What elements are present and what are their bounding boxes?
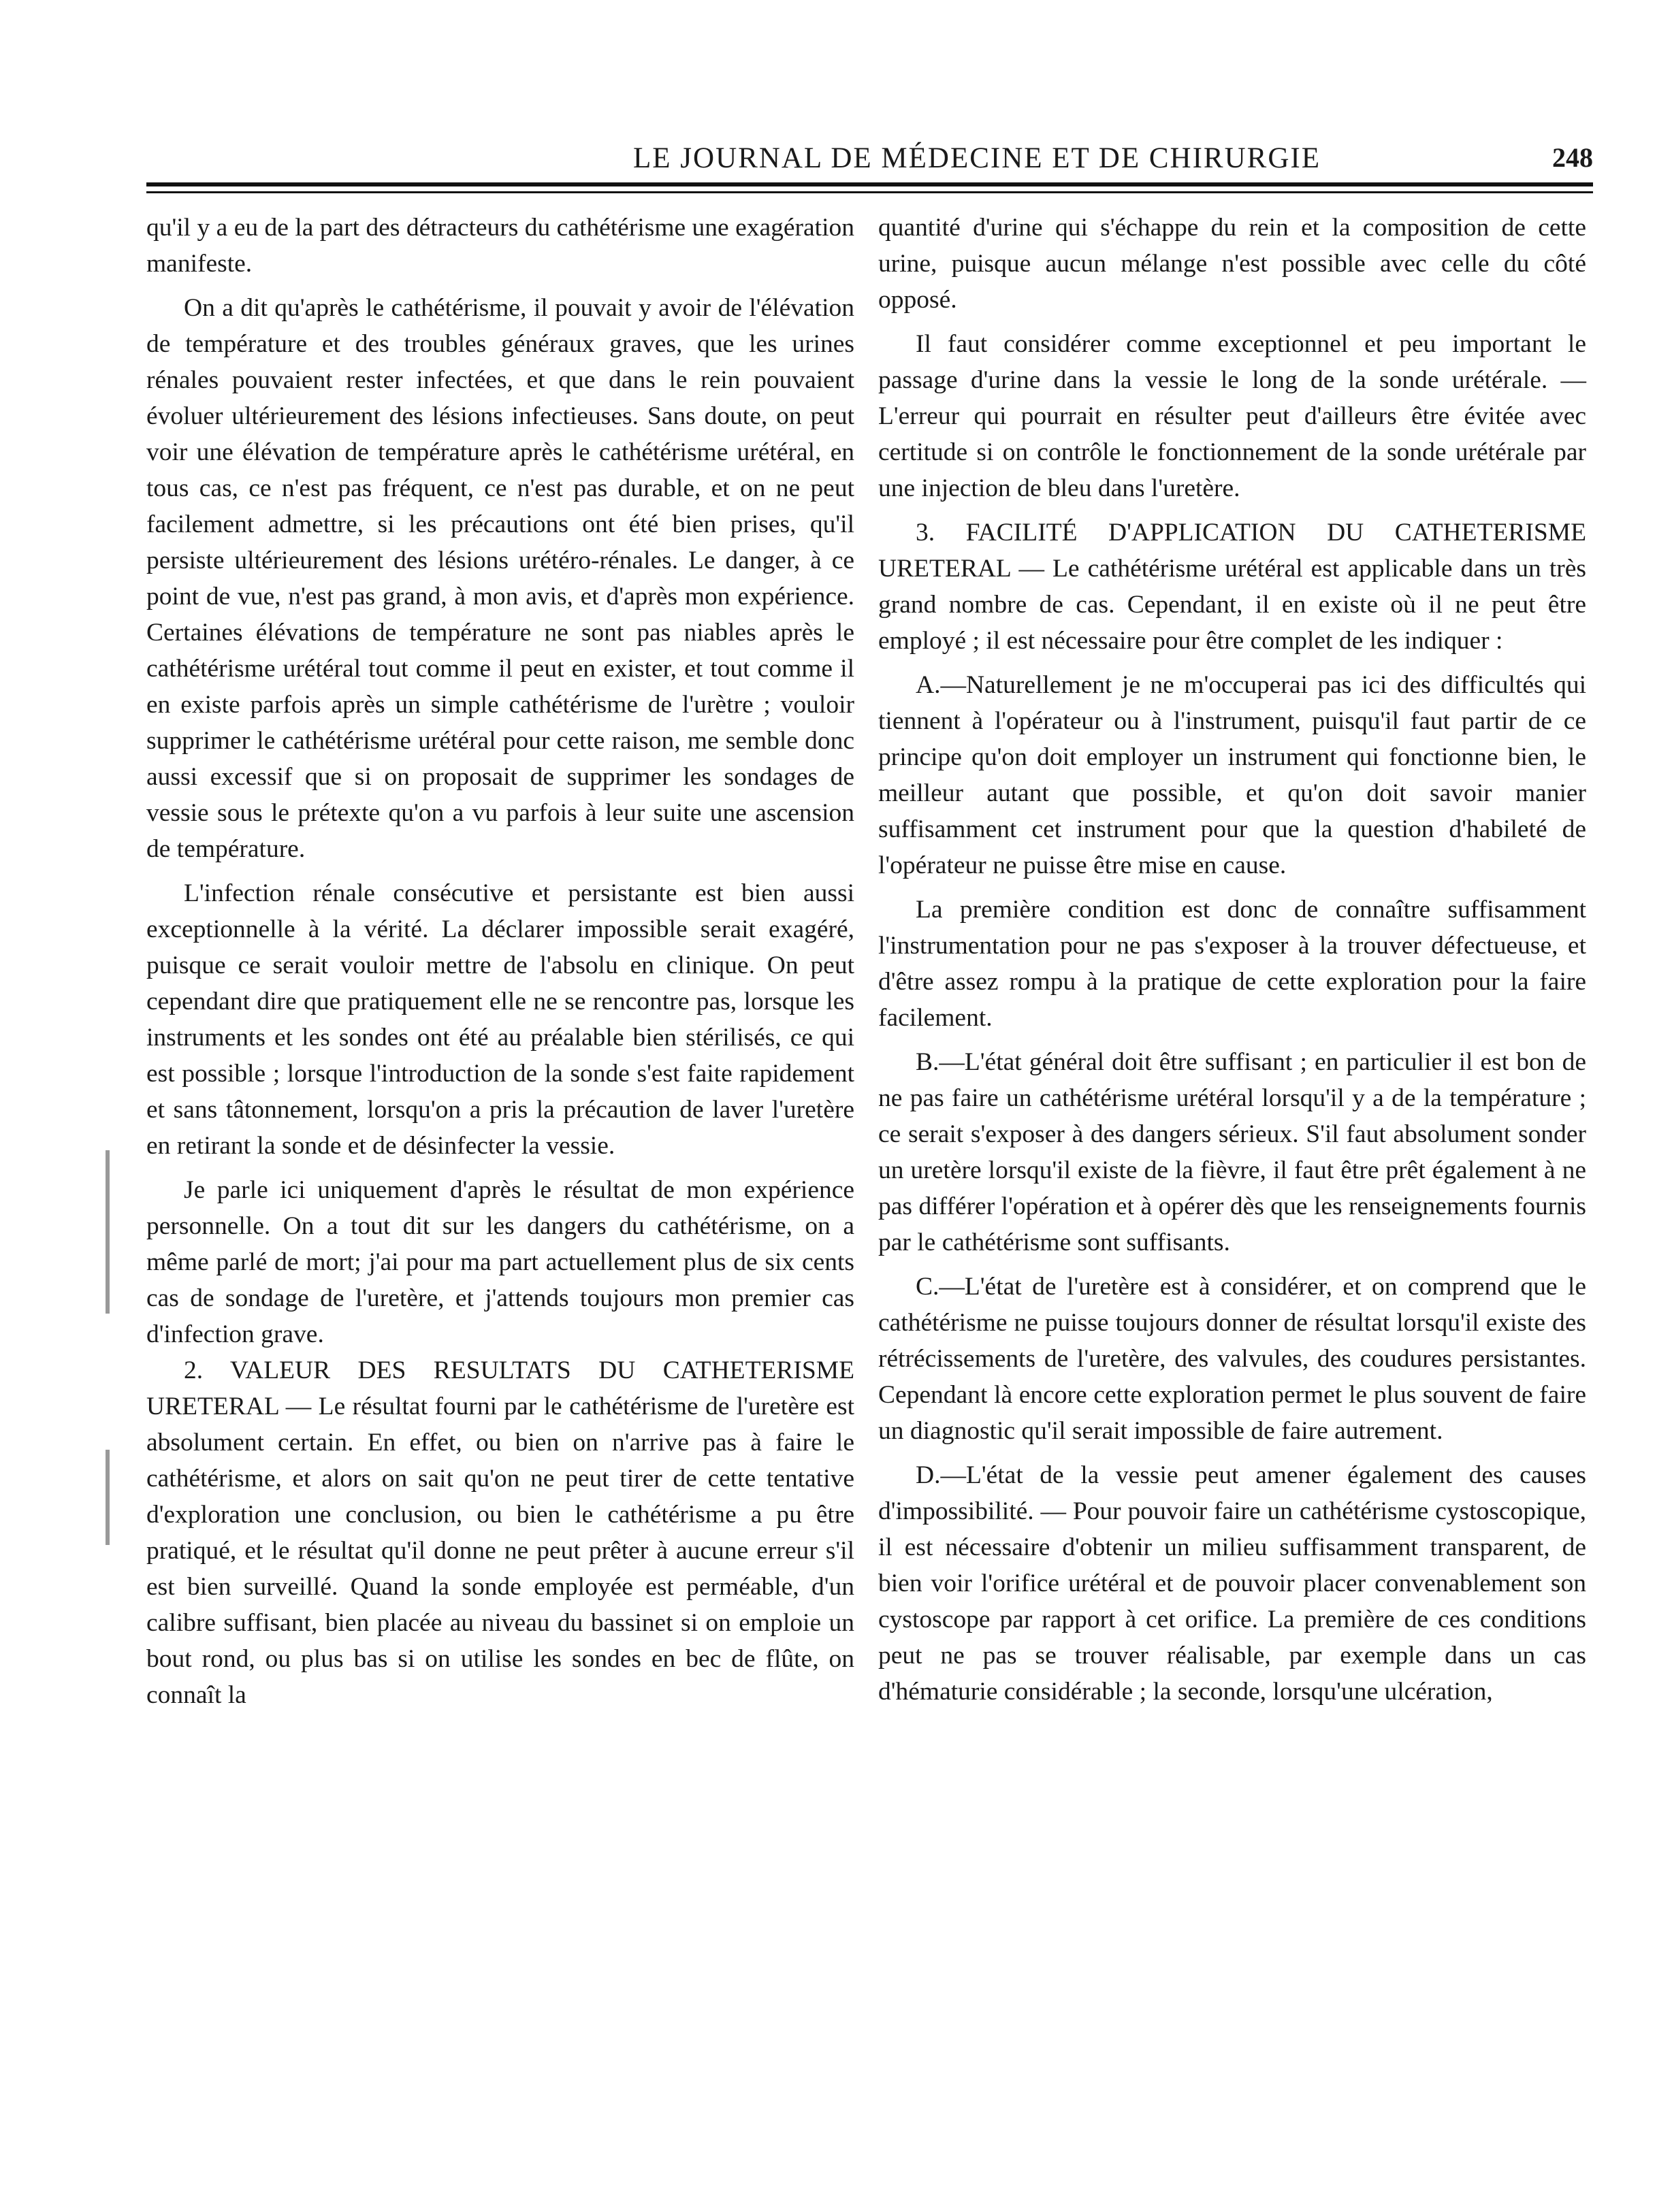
section-paragraph: 2. VALEUR DES RESULTATS DU CATHETERISME URETERAL — Le résultat fourni par le cathétérisme de l'uretère est absolument certain. En effet, ou bien on n'arrive pas à faire le cathétérisme, et alors on sait qu'on ne peut tirer de cette tentative d'exploration une conclusion, ou bien le cathétérisme a pu être pratiqué, et le résultat qu'il donne ne peut prêter à aucune erreur s'il est bien surveillé. Quand la sonde employée est perméable, d'un calibre suffisant, bien placée au niveau du bassinet si on emploie un bout rond, ou plus bas si on utilise les sondes en bec de flûte, on connaît la (146, 1356, 854, 1709)
left-column (146, 210, 854, 1713)
page-number: 248 (1552, 142, 1593, 173)
header-rule-thin (146, 191, 1593, 193)
right-column (878, 210, 1586, 1710)
paragraph: Je parle ici uniquement d'après le résultat de mon expérience personnelle. On a tout dit sur les dangers du cathétérisme, on a même parlé de mort; j'ai pour ma part actuellement plus de six cents cas de sondage de l'uretère, et j'attends toujours mon premier cas d'infection grave. (146, 1176, 854, 1348)
paragraph: A.—Naturellement je ne m'occuperai pas ici des difficultés qui tiennent à l'opérateur ou à l'instrument, puisqu'il faut partir de ce principe qu'on doit employer un instrument qui fonctionne bien, le meilleur autant que possible, et qu'on doit savoir manier suffisamment cet instrument pour que la question d'habileté de l'opérateur ne puisse être mise en cause. (878, 671, 1586, 879)
journal-title: LE JOURNAL DE MÉDECINE ET DE CHIRURGIE (633, 142, 1321, 174)
paragraph: quantité d'urine qui s'échappe du rein et la composition de cette urine, puisque aucun mélange n'est possible avec celle du côté opposé. (878, 214, 1586, 314)
running-header (146, 142, 1593, 176)
paragraph: La première condition est donc de connaître suffisamment l'instrumentation pour ne pas s'exposer à la trouver défectueuse, et d'être assez rompu à la pratique de cette exploration pour la faire facilement. (878, 896, 1586, 1032)
paragraph: qu'il y a eu de la part des détracteurs du cathétérisme une exagération manifeste. (146, 214, 854, 278)
paragraph: D.—L'état de la vessie peut amener également des causes d'impossibilité. — Pour pouvoir faire un cathétérisme cystoscopique, il est nécessaire d'obtenir un milieu suffisamment transparent, de bien voir l'orifice urétéral et de pouvoir placer convenablement son cystoscope par rapport à cet orifice. La première de ces conditions peut ne pas se trouver réalisable, par exemple dans un cas d'hématurie considérable ; la seconde, lorsqu'une ulcération, (878, 1461, 1586, 1706)
scan-edge-mark (106, 1150, 110, 1314)
header-rule-thick (146, 182, 1593, 186)
paragraph: C.—L'état de l'uretère est à considérer, et on comprend que le cathétérisme ne puisse toujours donner de résultat lorsqu'il existe des rétrécissements de l'uretère, des valvules, des coudures persistantes. Cependant là encore cette exploration permet le plus souvent de faire un diagnostic qu'il serait impossible de faire autrement. (878, 1273, 1586, 1445)
paragraph: On a dit qu'après le cathétérisme, il pouvait y avoir de l'élévation de température et des troubles généraux graves, que les urines rénales pouvaient rester infectées, et que dans le rein pouvaient évoluer ultérieurement des lésions infectieuses. Sans doute, on peut voir une élévation de température après le cathétérisme urétéral, en tous cas, ce n'est pas fréquent, ce n'est pas durable, et on ne peut facilement admettre, si les précautions ont été bien prises, qu'il persiste ultérieurement des lésions urétéro-rénales. Le danger, à ce point de vue, n'est pas grand, à mon avis, et d'après mon expérience. Certaines élévations de température ne sont pas niables après le cathétérisme urétéral tout comme il peut en exister, et tout comme il en existe parfois après un simple cathétérisme de l'urètre ; vouloir supprimer le cathétérisme urétéral pour cette raison, me semble donc aussi excessif que si on proposait de supprimer les sondages de vessie sous le prétexte qu'on a vu parfois à leur suite une ascension de température. (146, 294, 854, 863)
paragraph: L'infection rénale consécutive et persistante est bien aussi exceptionnelle à la vérité. La déclarer impossible serait exagéré, puisque ce serait vouloir mettre de l'absolu en clinique. On peut cependant dire que pratiquement elle ne se rencontre pas, lorsque les instruments et les sondes ont été au préalable bien stérilisés, ce qui est possible ; lorsque l'introduction de la sonde s'est faite rapidement et sans tâtonnement, lorsqu'on a pris la précaution de laver l'uretère en retirant la sonde et de désinfecter la vessie. (146, 879, 854, 1160)
section-paragraph: 3. FACILITÉ D'APPLICATION DU CATHETERISME URETERAL — Le cathétérisme urétéral est applicable dans un très grand nombre de cas. Cependant, il en existe où il ne peut être employé ; il est nécessaire pour être complet de les indiquer : (878, 519, 1586, 655)
paragraph: Il faut considérer comme exceptionnel et peu important le passage d'urine dans la vessie le long de la sonde urétérale. — L'erreur qui pourrait en résulter peut d'ailleurs être évitée avec certitude si on contrôle le fonctionnement de la sonde urétérale par une injection de bleu dans l'uretère. (878, 330, 1586, 502)
scan-edge-mark (106, 1450, 110, 1545)
paragraph: B.—L'état général doit être suffisant ; en particulier il est bon de ne pas faire un cathétérisme urétéral lorsqu'il y a de la température ; ce serait s'exposer à des dangers sérieux. S'il faut absolument sonder un uretère lorsqu'il existe de la fièvre, il faut être prêt également à ne pas différer l'opération et à opérer dès que les renseignements fournis par le cathétérisme sont suffisants. (878, 1048, 1586, 1256)
